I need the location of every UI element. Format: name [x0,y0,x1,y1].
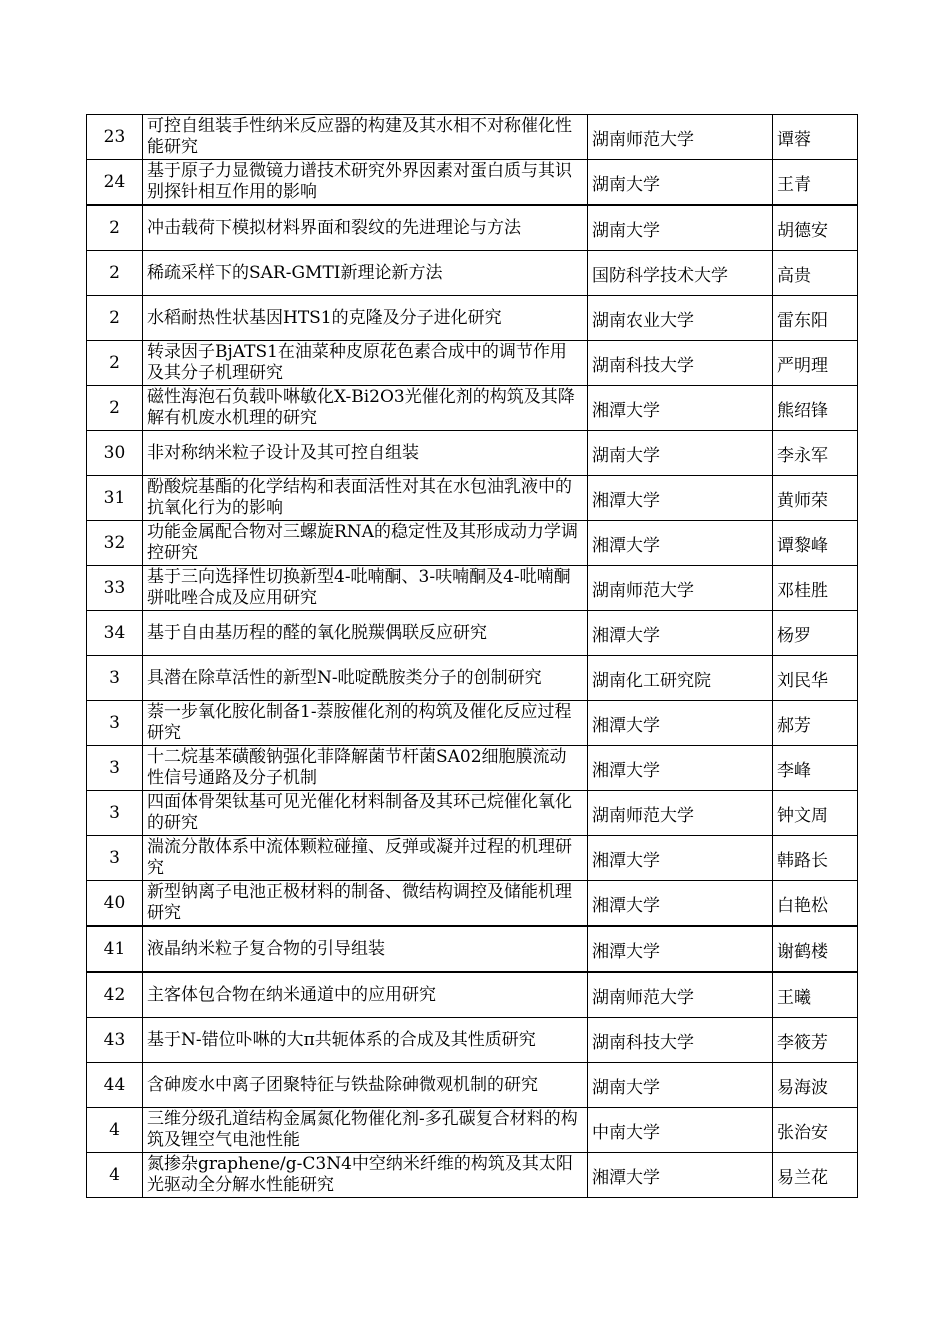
row-number-cell [87,251,143,296]
institution: 国防科学技术大学 [592,265,728,286]
row-number: 34 [103,623,126,643]
principal-investigator-cell [773,341,858,386]
row-number-cell [87,566,143,611]
principal-investigator-cell [773,386,858,431]
institution: 湘潭大学 [592,850,660,871]
institution: 湖南农业大学 [592,310,694,331]
principal-investigator-cell [773,251,858,296]
row-number-cell [87,1063,143,1108]
table-row [87,115,858,160]
table-row [87,1153,858,1198]
principal-investigator: 易海波 [777,1077,828,1098]
row-number-cell [87,1018,143,1063]
table-row [87,656,858,701]
principal-investigator-cell [773,521,858,566]
project-title: 水稻耐热性状基因HTS1的克隆及分子进化研究 [147,307,502,328]
principal-investigator-cell [773,566,858,611]
row-number-cell [87,881,143,927]
table-row [87,251,858,296]
table-row [87,296,858,341]
row-number: 40 [103,893,126,913]
institution: 湖南大学 [592,220,660,241]
project-table [86,114,858,1198]
row-number: 24 [103,172,126,192]
table-row [87,341,858,386]
row-number-cell [87,341,143,386]
row-number: 43 [103,1030,126,1050]
principal-investigator: 邓桂胜 [777,580,828,601]
institution: 湖南师范大学 [592,129,694,150]
principal-investigator: 谭蓉 [777,129,811,150]
principal-investigator: 张治安 [777,1122,828,1143]
principal-investigator: 谭黎峰 [777,535,828,556]
institution-cell [588,160,773,206]
institution-cell [588,476,773,521]
table-row [87,386,858,431]
project-title-cell [143,836,588,881]
project-title-cell [143,1063,588,1108]
institution-cell [588,836,773,881]
institution-cell [588,926,773,972]
table-row [87,836,858,881]
project-title-cell [143,431,588,476]
principal-investigator-cell [773,836,858,881]
institution-cell [588,791,773,836]
project-title: 转录因子BjATS1在油菜种皮原花色素合成中的调节作用及其分子机理研究 [147,342,567,383]
row-number: 3 [109,803,120,823]
table-row [87,926,858,972]
table-row [87,611,858,656]
institution: 湖南大学 [592,174,660,195]
project-title: 冲击载荷下模拟材料界面和裂纹的先进理论与方法 [147,217,521,238]
row-number: 2 [109,398,120,418]
table-row [87,701,858,746]
institution-cell [588,1018,773,1063]
project-title: 具潜在除草活性的新型N-吡啶酰胺类分子的创制研究 [147,667,542,688]
project-title: 三维分级孔道结构金属氮化物催化剂-多孔碳复合材料的构筑及锂空气电池性能 [147,1109,578,1150]
institution: 湖南师范大学 [592,987,694,1008]
project-title: 萘一步氧化胺化制备1-萘胺催化剂的构筑及催化反应过程研究 [147,702,572,743]
row-number: 33 [103,578,126,598]
project-title: 十二烷基苯磺酸钠强化菲降解菌节杆菌SA02细胞膜流动性信号通路及分子机制 [147,747,567,788]
project-title: 基于自由基历程的醛的氧化脱羰偶联反应研究 [147,622,487,643]
institution: 湖南师范大学 [592,805,694,826]
principal-investigator-cell [773,1018,858,1063]
principal-investigator-cell [773,881,858,927]
principal-investigator: 郝芳 [777,715,811,736]
table-row [87,566,858,611]
row-number-cell [87,521,143,566]
table-row [87,881,858,927]
table-row [87,160,858,206]
institution: 湘潭大学 [592,490,660,511]
project-title-cell [143,1153,588,1198]
principal-investigator-cell [773,205,858,251]
institution: 湖南师范大学 [592,580,694,601]
row-number: 32 [103,533,126,553]
institution: 湘潭大学 [592,895,660,916]
row-number: 2 [109,263,120,283]
project-title: 可控自组装手性纳米反应器的构建及其水相不对称催化性能研究 [147,116,572,157]
principal-investigator-cell [773,1153,858,1198]
project-title-cell [143,521,588,566]
institution: 湘潭大学 [592,1167,660,1188]
row-number: 2 [109,353,120,373]
table-row [87,431,858,476]
principal-investigator-cell [773,926,858,972]
institution: 湖南科技大学 [592,1032,694,1053]
institution: 湘潭大学 [592,760,660,781]
project-title: 稀疏采样下的SAR-GMTI新理论新方法 [147,262,443,283]
row-number: 30 [103,443,126,463]
table-row [87,1108,858,1153]
project-title: 基于原子力显微镜力谱技术研究外界因素对蛋白质与其识别探针相互作用的影响 [147,161,572,202]
principal-investigator-cell [773,431,858,476]
row-number-cell [87,611,143,656]
principal-investigator-cell [773,791,858,836]
project-title-cell [143,701,588,746]
institution-cell [588,115,773,160]
principal-investigator-cell [773,746,858,791]
row-number: 3 [109,713,120,733]
principal-investigator: 白艳松 [777,895,828,916]
row-number: 31 [103,488,126,508]
principal-investigator-cell [773,1108,858,1153]
row-number-cell [87,160,143,206]
table-row [87,521,858,566]
principal-investigator-cell [773,972,858,1018]
principal-investigator: 李峰 [777,760,811,781]
institution-cell [588,746,773,791]
institution: 中南大学 [592,1122,660,1143]
project-title: 基于N-错位卟啉的大π共轭体系的合成及其性质研究 [147,1029,536,1050]
institution-cell [588,972,773,1018]
project-title-cell [143,160,588,206]
project-title-cell [143,972,588,1018]
principal-investigator-cell [773,1063,858,1108]
principal-investigator: 李永军 [777,445,828,466]
principal-investigator: 刘民华 [777,670,828,691]
principal-investigator-cell [773,160,858,206]
row-number: 44 [103,1075,126,1095]
row-number-cell [87,115,143,160]
project-title: 主客体包合物在纳米通道中的应用研究 [147,984,436,1005]
table-row [87,1018,858,1063]
row-number: 2 [109,218,120,238]
institution-cell [588,431,773,476]
principal-investigator: 严明理 [777,355,828,376]
row-number-cell [87,656,143,701]
project-title-cell [143,881,588,927]
project-title: 含砷废水中离子团聚特征与铁盐除砷微观机制的研究 [147,1074,538,1095]
institution-cell [588,341,773,386]
principal-investigator: 韩路长 [777,850,828,871]
principal-investigator: 易兰花 [777,1167,828,1188]
institution-cell [588,1153,773,1198]
project-title-cell [143,296,588,341]
row-number: 4 [109,1120,120,1140]
table-row [87,476,858,521]
principal-investigator: 高贵 [777,265,811,286]
institution: 湘潭大学 [592,535,660,556]
principal-investigator: 黄师荣 [777,490,828,511]
table-row [87,972,858,1018]
institution-cell [588,611,773,656]
principal-investigator: 雷东阳 [777,310,828,331]
institution-cell [588,386,773,431]
row-number-cell [87,1108,143,1153]
principal-investigator: 李筱芳 [777,1032,828,1053]
project-title: 磁性海泡石负载卟啉敏化X-Bi2O3光催化剂的构筑及其降解有机废水机理的研究 [147,387,575,428]
project-title-cell [143,115,588,160]
project-title-cell [143,611,588,656]
institution: 湖南大学 [592,1077,660,1098]
project-title: 非对称纳米粒子设计及其可控自组装 [147,442,419,463]
project-table-body [87,115,858,1198]
principal-investigator-cell [773,296,858,341]
project-title: 液晶纳米粒子复合物的引导组装 [147,938,385,959]
project-title-cell [143,1018,588,1063]
row-number-cell [87,972,143,1018]
institution: 湘潭大学 [592,715,660,736]
project-title-cell [143,476,588,521]
table-row [87,205,858,251]
institution: 湖南化工研究院 [592,670,711,691]
row-number: 2 [109,308,120,328]
project-title-cell [143,656,588,701]
institution-cell [588,1108,773,1153]
project-title-cell [143,926,588,972]
institution-cell [588,1063,773,1108]
project-title-cell [143,251,588,296]
institution: 湖南大学 [592,445,660,466]
project-title: 湍流分散体系中流体颗粒碰撞、反弹或凝并过程的机理研究 [147,837,572,878]
institution-cell [588,566,773,611]
row-number: 42 [103,985,126,1005]
project-title-cell [143,341,588,386]
table-row [87,1063,858,1108]
principal-investigator-cell [773,656,858,701]
project-title-cell [143,205,588,251]
row-number: 3 [109,668,120,688]
row-number: 41 [103,939,126,959]
principal-investigator-cell [773,476,858,521]
institution-cell [588,251,773,296]
row-number-cell [87,791,143,836]
institution-cell [588,701,773,746]
row-number: 3 [109,758,120,778]
project-title: 氮掺杂graphene/g-C3N4中空纳米纤维的构筑及其太阳光驱动全分解水性能研究 [147,1154,573,1195]
principal-investigator: 谢鹤楼 [777,941,828,962]
project-title: 基于三向选择性切换新型4-吡喃酮、3-呋喃酮及4-吡喃酮骈吡唑合成及应用研究 [147,567,571,608]
row-number-cell [87,205,143,251]
institution-cell [588,205,773,251]
principal-investigator-cell [773,701,858,746]
principal-investigator-cell [773,611,858,656]
principal-investigator: 熊绍锋 [777,400,828,421]
row-number-cell [87,701,143,746]
row-number-cell [87,431,143,476]
principal-investigator: 杨罗 [777,625,811,646]
row-number-cell [87,926,143,972]
row-number-cell [87,476,143,521]
project-title-cell [143,386,588,431]
institution-cell [588,656,773,701]
row-number-cell [87,386,143,431]
row-number-cell [87,746,143,791]
project-title: 酚酸烷基酯的化学结构和表面活性对其在水包油乳液中的抗氧化行为的影响 [147,477,572,518]
institution: 湖南科技大学 [592,355,694,376]
principal-investigator: 王曦 [777,987,811,1008]
principal-investigator: 钟文周 [777,805,828,826]
institution: 湘潭大学 [592,941,660,962]
row-number-cell [87,1153,143,1198]
project-title: 功能金属配合物对三螺旋RNA的稳定性及其形成动力学调控研究 [147,522,578,563]
row-number: 4 [109,1165,120,1185]
project-title-cell [143,566,588,611]
principal-investigator: 王青 [777,174,811,195]
institution-cell [588,521,773,566]
table-row [87,746,858,791]
row-number: 3 [109,848,120,868]
row-number-cell [87,836,143,881]
row-number-cell [87,296,143,341]
institution-cell [588,881,773,927]
principal-investigator-cell [773,115,858,160]
project-title: 四面体骨架钛基可见光催化材料制备及其环己烷催化氧化的研究 [147,792,572,833]
project-title-cell [143,746,588,791]
project-title-cell [143,791,588,836]
project-title: 新型钠离子电池正极材料的制备、微结构调控及储能机理研究 [147,882,572,923]
institution: 湘潭大学 [592,400,660,421]
institution: 湘潭大学 [592,625,660,646]
row-number: 23 [103,127,126,147]
institution-cell [588,296,773,341]
table-row [87,791,858,836]
project-title-cell [143,1108,588,1153]
principal-investigator: 胡德安 [777,220,828,241]
